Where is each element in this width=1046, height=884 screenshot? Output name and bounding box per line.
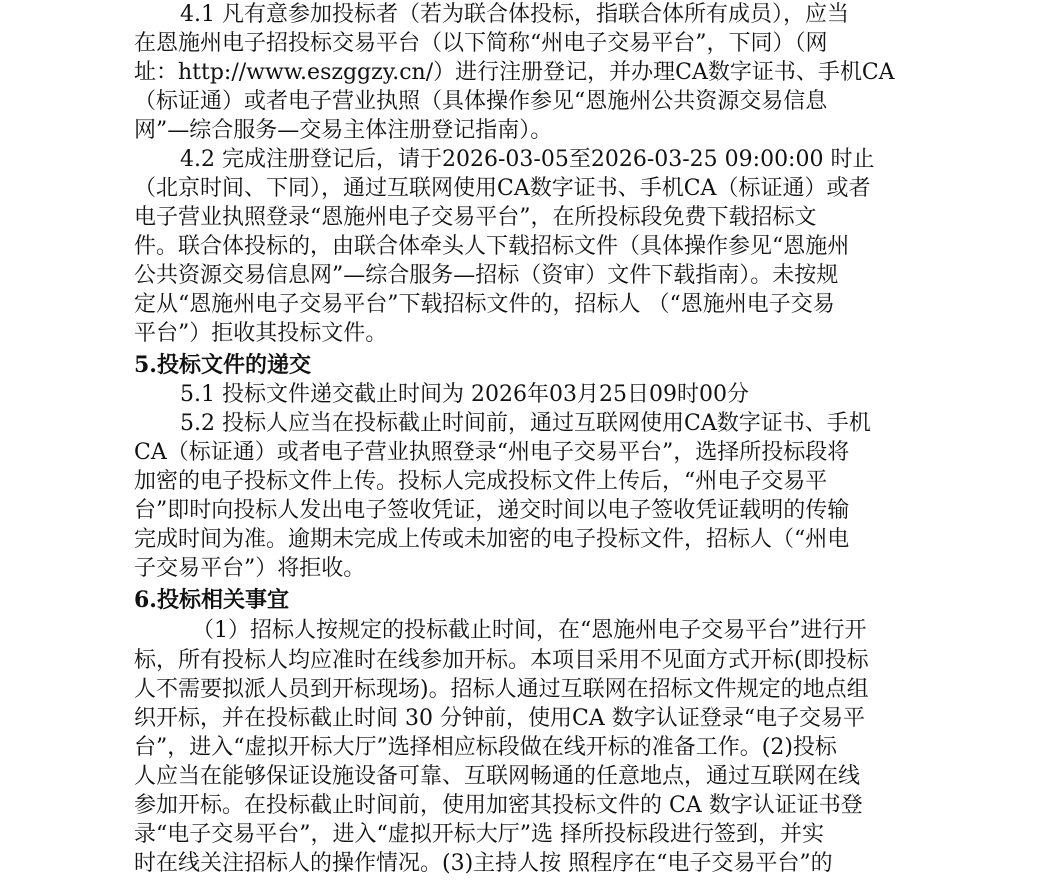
paragraph-6-line-8: 录“电子交易平台”，进入“虚拟开标大厅”选 择所投标段进行签到，并实 bbox=[134, 822, 824, 847]
paragraph-5-2-line-1: 5.2 投标人应当在投标截止时间前，通过互联网使用CA数字证书、手机 bbox=[180, 411, 871, 436]
paragraph-4-2-line-2: （北京时间、下同），通过互联网使用CA数字证书、手机CA（标证通）或者 bbox=[134, 176, 871, 201]
paragraph-6-line-4: 织开标，并在投标截止时间 30 分钟前，使用CA 数字认证登录“电子交易平 bbox=[134, 706, 865, 731]
section-6-heading: 6.投标相关事宜 bbox=[134, 587, 289, 613]
paragraph-5-2-line-3: 加密的电子投标文件上传。投标人完成投标文件上传后，“州电子交易平 bbox=[134, 469, 828, 494]
section-5-heading: 5.投标文件的递交 bbox=[134, 352, 311, 378]
paragraph-4-1-line-2: 在恩施州电子招投标交易平台（以下简称“州电子交易平台”，下同）（网 bbox=[134, 31, 828, 56]
paragraph-4-1-line-3: 址：http://www.eszggzy.cn/）进行注册登记，并办理CA数字证书、手机CA bbox=[134, 60, 895, 85]
paragraph-4-2-line-7: 平台”）拒收其投标文件。 bbox=[134, 321, 388, 346]
paragraph-4-2-line-5: 公共资源交易信息网”—综合服务—招标（资审）文件下载指南）。未按规 bbox=[134, 263, 839, 288]
paragraph-4-1-line-1: 4.1 凡有意参加投标者（若为联合体投标，指联合体所有成员），应当 bbox=[180, 2, 849, 27]
paragraph-5-2-line-5: 完成时间为准。逾期未完成上传或未加密的电子投标文件，招标人（“州电 bbox=[134, 527, 850, 552]
paragraph-6-line-7: 参加开标。在投标截止时间前，使用加密其投标文件的 CA 数字认证证书登 bbox=[134, 793, 863, 818]
paragraph-4-2-line-1: 4.2 完成注册登记后，请于2026-03-05至2026-03-25 09:00:00 时止 bbox=[180, 147, 875, 172]
paragraph-5-2-line-2: CA（标证通）或者电子营业执照登录“州电子交易平台”，选择所投标段将 bbox=[134, 440, 850, 465]
paragraph-6-line-1: （1）招标人按规定的投标截止时间，在“恩施州电子交易平台”进行开 bbox=[192, 618, 867, 643]
paragraph-6-line-6: 人应当在能够保证设施设备可靠、互联网畅通的任意地点，通过互联网在线 bbox=[134, 764, 861, 789]
paragraph-4-1-line-5: 网”—综合服务—交易主体注册登记指南）。 bbox=[134, 118, 553, 143]
paragraph-4-1-line-4: （标证通）或者电子营业执照（具体操作参见“恩施州公共资源交易信息 bbox=[134, 89, 828, 114]
paragraph-4-2-line-6: 定从“恩施州电子交易平台”下载招标文件的，招标人 （“恩施州电子交易 bbox=[134, 292, 835, 317]
paragraph-6-line-9: 时在线关注招标人的操作情况。(3)主持人按 照程序在“电子交易平台”的 bbox=[134, 851, 833, 876]
paragraph-6-line-2: 标，所有投标人均应准时在线参加开标。本项目采用不见面方式开标(即投标 bbox=[134, 648, 869, 673]
paragraph-5-2-line-6: 子交易平台”）将拒收。 bbox=[134, 556, 366, 581]
paragraph-5-1: 5.1 投标文件递交截止时间为 2026年03月25日09时00分 bbox=[180, 382, 749, 407]
paragraph-6-line-3: 人不需要拟派人员到开标现场)。招标人通过互联网在招标文件规定的地点组 bbox=[134, 677, 869, 702]
paragraph-4-2-line-3: 电子营业执照登录“恩施州电子交易平台”，在所投标段免费下载招标文 bbox=[134, 205, 817, 230]
paragraph-6-line-5: 台”，进入“虚拟开标大厅”选择相应标段做在线开标的准备工作。(2)投标 bbox=[134, 735, 837, 760]
paragraph-4-2-line-4: 件。联合体投标的，由联合体牵头人下载招标文件（具体操作参见“恩施州 bbox=[134, 234, 850, 259]
paragraph-5-2-line-4: 台”即时向投标人发出电子签收凭证，递交时间以电子签收凭证载明的传输 bbox=[134, 498, 850, 523]
